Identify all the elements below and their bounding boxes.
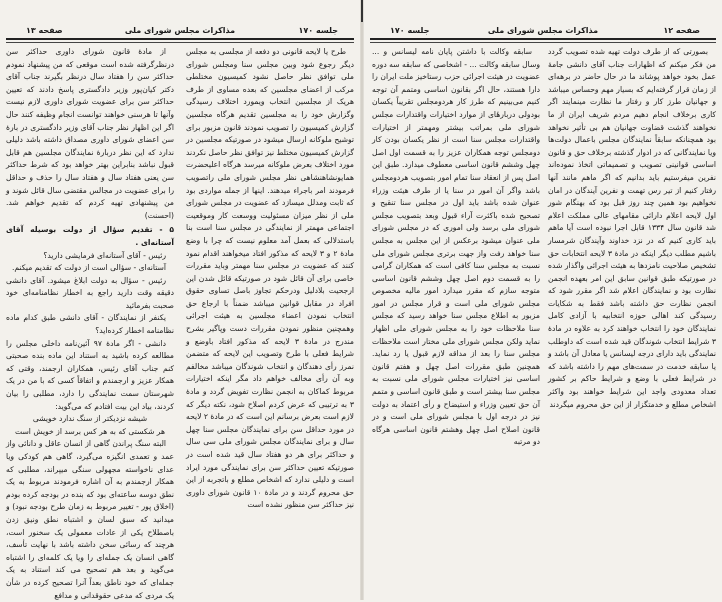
paragraph: دانشی - اگر مادهٔ ۹۷ آئین‌نامه داخلی مجلس را مطالعه کرده باشید به استناد این ماده بنده صحبتی کنم جناب آقای رئیس، همکاران ارجمند، وقتی که همکار عزیز و ارجمندم و اتفاقاً کسی که با من در یک شهرستان سمت نمایندگی را دارد، مطلبی را بیان کردند، بیاد این بیت افتادم که می‌گوید: [6, 338, 174, 411]
session-number: جلسه ۱۷۰ [298, 26, 338, 35]
page-header [370, 20, 716, 40]
verse-line: هر شکستی که به هر کس برسد از خویش است [14, 426, 165, 436]
session-number: جلسه ۱۷۰ [390, 26, 430, 35]
paragraph: سابقه وکالت با داشتن پایان نامه لیسانس و ... وسال سابقه وکالت ... - اشخاصی که سابقه سه دوره عضویت در هیئت اجرائی حزب رستاخیز ملت ایران را دارا هستند، حال اگر بقانون اساسی ومتمم آن توجه کنیم می‌بینیم که طرز کار هردومجلس تقریباً یکسان بودولی دربارهٔای از موارد اختیارات واقتدارات مجلس شورای ملی بمراتب بیشتر ومهمتر از اختیارات واقتدارات مجلس سنا است از نظر یکسان بودن کار دومجلس توجه همکاران عزیز را به قسمت اول اصل چهل وششم قانون اساسی معطوف میدارد. طبق این اصل پس از انعقاد سنا تمام امور بتصویب هردومجلس باشد واگر آن امور در سنا یا از طرف هیئت وزراء عنوان شده باشد باید اول در مجلس سنا تنقیح و تصحیح شده باکثرت آراء قبول وبعد بتصویب مجلس شورای ملی برسد ولی اموری که در مجلس شورای ملی عنوان میشود برعکس از این مجلس به مجلس سنا خواهد رفت واز جهت برتری مجلس شورای ملی نسبت به مجلس سنا کافی است که همکاران گرامی را به قسمت دوم اصل چهل وششم قانون اساسی متوجه سازم که مقرر میدارد امور مالیه مخصوص مجلس شورای ملی است و قرار مجلس در امور مزبور به اطلاع مجلس سنا خواهد رسید که مجلس سنا ملاحظات خود را به مجلس شورای ملی اظهار نماید ولکن مجلس شورای ملی مختار است ملاحظات مجلس سنا را بعد از مداقه لازم قبول یا رد نماید. همچنین طبق مقررات اصل چهل و هفتم قانون اساسی نیز اختیارات مجلس شورای ملی نسبت به مجلس سنا بیشتر است و طبق قانون اساسی و متمم آن حق تعیین وزراء و استیضاح و رأی اعتماد به دولت نیز در درجه اول با مجلس شورای ملی است و در قانون اصلاح اصل چهل وهشتم قانون اساسی هرگاه دو مرتبه [372, 47, 540, 447]
paragraph: از مادهٔ قانون شورای داوری حداکثر سن درنظرگرفته شده است موقعی که من پیشنهاد نمودم حداکثر سن را هفتاد سال درنظر بگیرند جناب آقای دکتر کیان‌پور وزیر دادگستری پاسخ دادند که تعیین حداکثر سن برای عضویت شورای داوری لازم نیست وآنها تا هرسنی خواهند توانست انجام وظیفه کنند حال اگر این اظهار نظر جناب آقای وزیر دادگستری در بارهٔ سن اعضای شورای داوری مصداق داشته باشد دلیلی ندارد که این نظر دربارهٔ نمایندگان مجلسین هم قابل قبول نباشد بنابراین بهتر خواهد بود که شرط حداکثر سن یعنی هفتاد سال و هفتاد سال را حذف و حداقل را برای عضویت در مجالس مقتضی سال قائل شوند و من پیشنهادی تهیه کردم که تقدیم خواهم شد. (احسنت) [6, 47, 174, 220]
verse-line: شیشه نزدیکتر از سنگ ندارد خویشی [32, 414, 148, 424]
running-title: مذاکرات مجلس شورای ملی [487, 26, 599, 35]
text-column-left [372, 46, 540, 449]
left-page [0, 0, 360, 600]
paragraph: رئیس - سؤال به دولت ابلاغ میشود. آقای دانشی دقیقه وقت دارید راجع به اخطار نظامنامه‌ای خود صحبت بفرمائید [6, 275, 174, 310]
running-title: مذاکرات مجلس شورای ملی [124, 26, 236, 35]
page-number: صفحه ۱۳ [26, 26, 63, 35]
paragraph: البته سنگ پراندن گاهی از انسان عاقل و دانائی واز عمد و تعمدی انگیزه می‌گیرد، گاهی هم کودکی ویا عدای ناخواسته مجهولی سنگی میپراند، مطلبی که همکار ارجمندم به آن اشاره فرمودند مربوط به یک نطق دوسه ساعته‌ای بود که بنده در بودجه کرده بودم (اخلاق پور - تغییر مربوط به زمان طرح بودجه نبود) و میدانید که سبق لسان و اشتباه نطق ونیق زدن باصطلاح یکی از عادات معمولی یک سخنور است، هرچند که رسائی سخن داشته باشد با نهایت تأسف، گاهی انسان یک جمله‌ای را ویا یک کلمه‌ای را اشتباه می‌گوید و بعد هم تصحیح می کند استناد به یک جمله‌ای که خود ناطق بعداً آنرا تصحیح کرده در شأن یک مردی که مدعی حقوقدانی و مدافع [6, 439, 174, 600]
text-column-right [548, 46, 716, 411]
page-number: صفحه ۱۲ [663, 26, 700, 35]
header-rule [6, 38, 354, 43]
paragraph: یکنفر از نمایندگان - آقای دانشی طبق کدام ماده نظامنامه اخطار کرده‌اید؟ [6, 313, 174, 336]
header-rule [370, 38, 716, 43]
section-heading: ۵ - تقدیم سؤال از دولت بوسیله آقای آستانه‌ای . [6, 225, 174, 247]
paragraph: آستانه‌ای - سؤالی است از دولت که تقدیم میکنم. [11, 263, 166, 273]
text-column-left [6, 46, 174, 602]
right-page [364, 0, 722, 600]
paragraph: رئیس - آقای آستانه‌ای فرمایشی دارید؟ [43, 250, 166, 260]
paragraph: طرح یا لایحه قانونی دو دفعه از مجلسی به مجلس دیگر رجوع شود وبین مجلس سنا ومجلس شورای ملی توافق نظر حاصل نشود کمیسیون مختلطی مرکب از اعضای مجلسین که بعده مساوی از طرف هریک از مجلسین انتخاب ویمورد اختلاف رسیدگی وگزارش خود را به مجلسین تقدیم هرگاه مجلسین گزارش کمیسیون را تصویب نمودند قانون مزبور برای توشیح ملوکانه ارسال میشود در صورتیکه مجلسین در گزارش کمیسیون مختلط نیز توافق نظر حاصل نکردند مورد اختلاف بعرض ملوکانه میرسد هرگاه اعلیحضرت همایونشاهنشاهی نظر مجلس شورای ملی راتصویب فرمودند امر باجراء میدهند. اینها از جمله مواردی بود که ثابت ومدلل میسازد که عضویت در مجلس شورای ملی از نظر میزان مسئولیت ووسعت کار وموقعیت اجتماعی مهمتر از نمایندگی در مجلس سنا است بنا باستدلالی که بعمل آمد معلوم نیست که چرا با وضع مادهٔ ۲ و ۳ لایحه که مذکور افتاد میخواهند اقدام نمود کنند که عضویت در مجلس سنا مهمتر وباید مقررات خاصی برای آن قائل شود در صورتیکه قائل شدن این ارجحیت بلادلیل ودرحکم تجاوز باصل تساوی حقوق افراد در مقابل قوانین میباشد ضمناً با ارجاع حق انتخاب نمودن اعضاء مجلسین به هیئت اجرائی وهمچنین منظور نمودن مقررات دست وپاگیر بشرح مندرج در مادهٔ ۳ لایحه که مذکور افتاد باوضع و شرایط فعلی با طرح وتصویب این لایحه که متضمن نمرز رأی دهندگان و انتخاب شوندگان میباشد مخالفم وبه آن رأی مخالف خواهم داد مگر اینکه اختیارات مربوط کماکان به انجمن نظارت تفویض گردد و مادهٔ ۳ به ترتیبی که عرض کردم اصلاح شود، نکته دیگر که لازم است بعرض برسانم این است که در مادهٔ ۲ لایحه در مورد حداقل سن برای نمایندگان مجلس سنا چهل سال و برای نمایندگان مجلس شورای ملی سی سال و حداکثر برای هر دو هفتاد سال قید شده است در صورتیکه تعیین حداکثر سن برای نمایندگی مورد ایراد است و دلیلی ندارد که اشخاص مطلع و باتجربه از این حق محروم گردند و در مادهٔ ۱۰ قانون شورای داوری نیز حداکثر سن منظور نشده است [185, 47, 355, 510]
page-header [6, 20, 354, 40]
paragraph: بصورتی که از طرف دولت تهیه شده تصویب گردد من فکر میکنم که اظهارات جناب آقای دانشی جامهٔ عمل بخود خواهد پوشاند ما در حال حاضر در برهه‌ای از زمان قرار گرفته‌ایم که بسیار مهم وحساس میباشد و جهانیان طرز کار و رفتار ما نظارت مینمایند اگر کاری برخلاف انجام دهیم مردم شریف ایران از ما نخواهند گذشت قضاوت جهانیان هم بی تأثیر نخواهد بود همچنانکه سابقاً نمایندگان مجلس باعمال دولت‌ها ویا نمایندگانی که در ادوار گذشته برخلاف حق و قانون اساسی قوانینی تصویب و تصمیماتی اتخاذ نموده‌اند نفرین میفرستیم باید بدانیم که اگر ماهم مانند آنها رفتار کنیم از تیر رس تهمت و نفرین آیندگان در امان نخواهیم بود همین چند روز قبل بود که بهنگام شور اول لایحه اعلام دارائی مقامهای عالی مملکت اعلام شد قانون سال ۱۳۳۴ قابل اجرا نبوده است آیا ماهم باید کاری کنیم که در نزد خداوند وآیندگان شرمسار باشیم مطلب دیگر اینکه در مادهٔ ۳ لایحه انتخابات حق تشخیص صلاحیت نامزدها به هیئت اجرائی واگذار شده در صورتیکه طبق قوانین سابق این امر بعهده انجمن نظارت بود و نمایندگان اعلام شد اگر مقرر شود که انجمن نظارت حق داشته باشد فقط به شکایات رسیدگی کند اهالی حوزه انتخابیه با آزادی کامل نمایندگان خود را انتخاب خواهند کرد به علاوه در مادهٔ ۳ شرایط انتخاب شوندگان قید شده است که داوطلب نمایندگی باید دارای درجه لیسانس یا معادل آن باشد و یا سابقه خدمت در سمت‌های مهم را داشته باشد که در شرایط فعلی با وضع و شرایط حاکم بر کشور تعداد معدودی واجد این شرایط خواهند بود واکثر اشخاص مطلع و خدمتگزار از این حق محروم میگردند [548, 47, 716, 409]
text-column-right [186, 46, 354, 512]
binding-mark [361, 0, 363, 22]
